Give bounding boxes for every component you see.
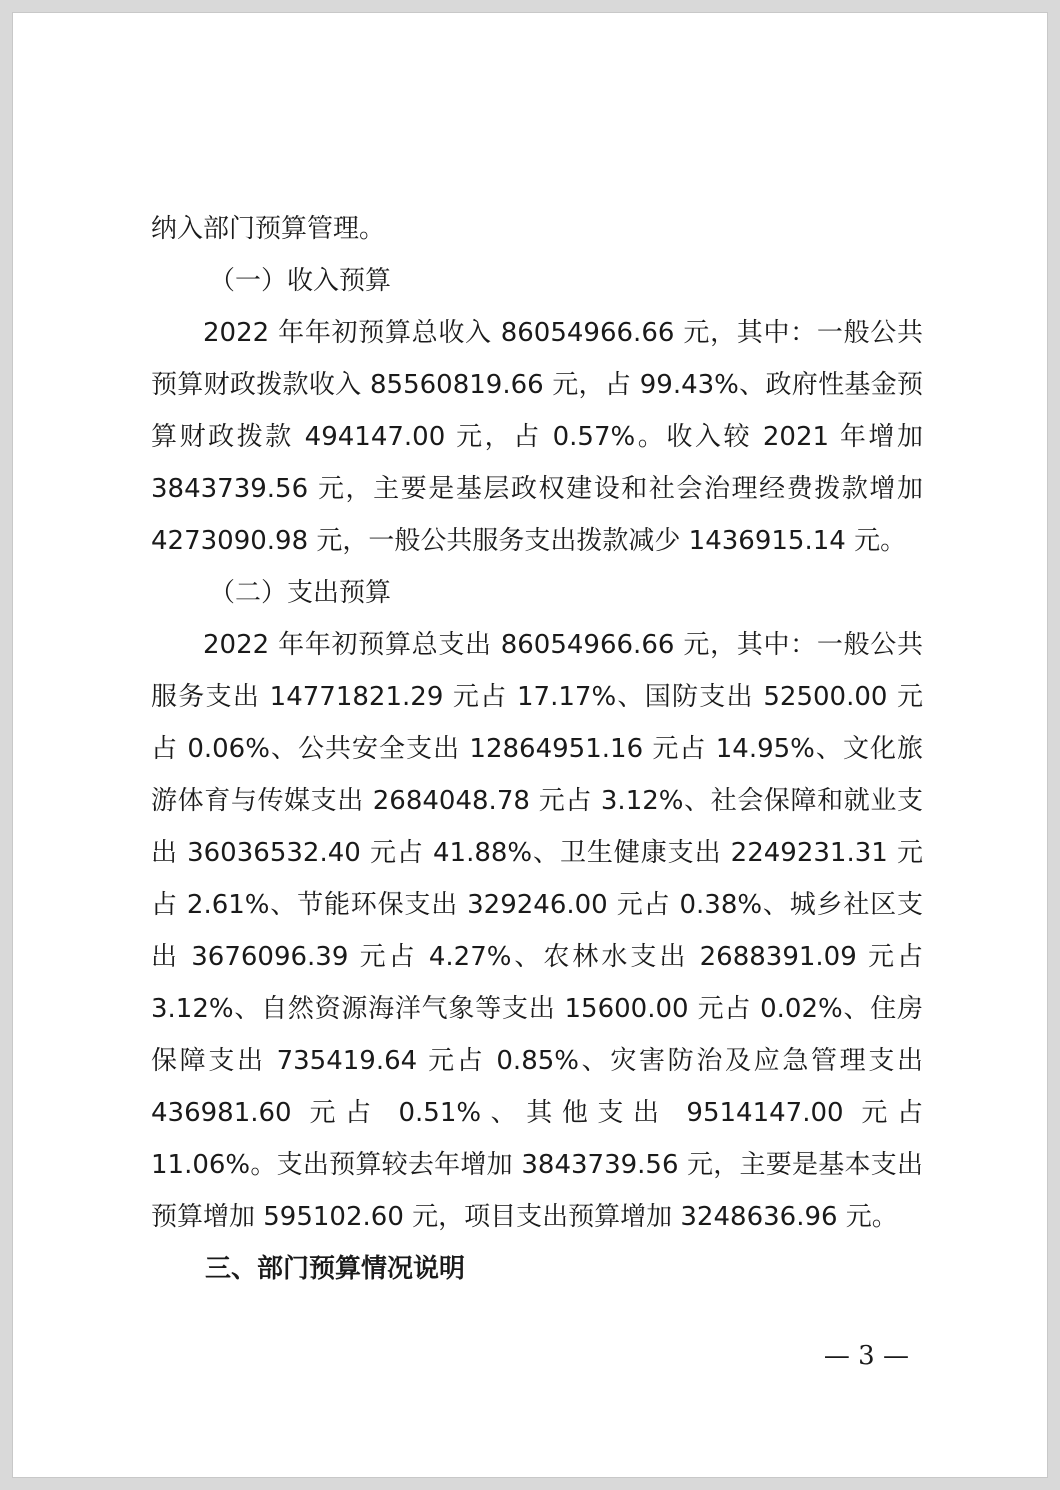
section-heading-department-budget: 三、部门预算情况说明 <box>205 1254 466 1284</box>
paragraph-expenditure-budget: 2022 年年初预算总支出 86054966.66 元，其中：一般公共服务支出 14771821.29 元占 17.17%、国防支出 52500.00 元占 0.06%、公共安全支出 12864951.16 元占 14.95%、文化旅游体育与传媒支出 2684048.78 元占 3.12%、社会保障和就业支出 36036532.40 元占 41.88%、卫生健康支出 2249231.31 元占 2.61%、节能环保支出 329246.00 元占 0.38%、城乡社区支出 3676096.39 元占 4.27%、农林水支出 2688391.09 元占 3.12%、自然资源海洋气象等支出 15600.00 元占 0.02%、住房保障支出 735419.64 元占 0.85%、灾害防治及应急管理支出 436981.60 元占 0.51%、其他支出 9514147.00 元占 11.06%。支出预算较去年增加 3843739.56 元，主要是基本支出预算增加 595102.60 元，项目支出预算增加 3248636.96 元。 <box>151 630 923 1232</box>
document-body <box>151 203 923 1295</box>
section-heading-income-budget: （一）收入预算 <box>209 266 392 296</box>
page-number: — 3 — <box>823 1341 909 1371</box>
paragraph-continuation: 纳入部门预算管理。 <box>151 214 386 244</box>
paragraph-income-budget: 2022 年年初预算总收入 86054966.66 元，其中：一般公共预算财政拨款收入 85560819.66 元，占 99.43%、政府性基金预算财政拨款 494147.00 元，占 0.57%。收入较 2021 年增加 3843739.56 元，主要是基层政权建设和社会治理经费拨款增加 4273090.98 元，一般公共服务支出拨款减少 1436915.14 元。 <box>151 318 923 556</box>
document-page <box>12 12 1048 1478</box>
section-heading-expenditure-budget: （二）支出预算 <box>209 578 392 608</box>
